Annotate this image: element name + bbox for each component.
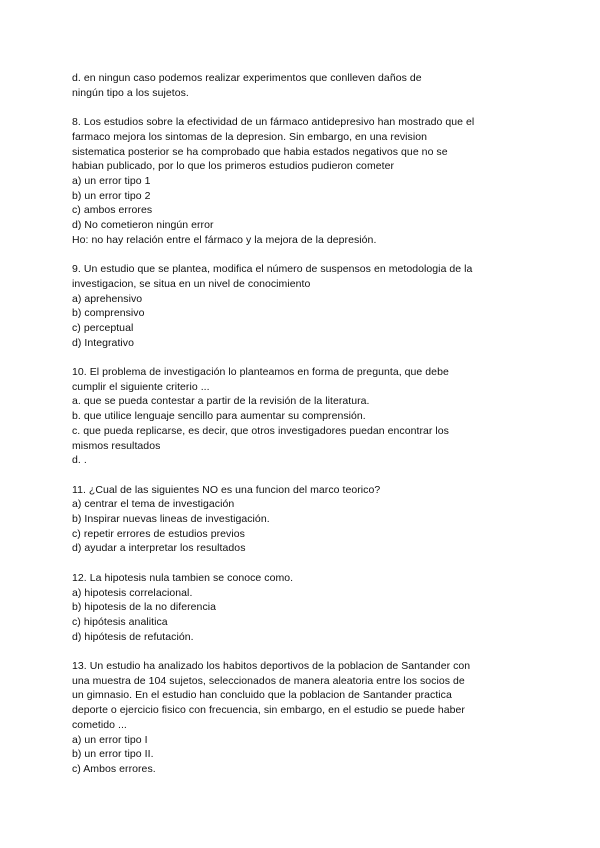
text-line: un gimnasio. En el estudio han concluido que la poblacion de Santander practica <box>72 689 452 702</box>
text-line: 9. Un estudio que se plantea, modifica el número de suspensos en metodologia de la <box>72 263 473 276</box>
text-line: c) repetir errores de estudios previos <box>72 527 245 540</box>
text-line: c) ambos errores <box>72 204 153 217</box>
text-line: d) hipótesis de refutación. <box>72 630 194 643</box>
text-line: b) comprensivo <box>72 307 145 320</box>
text-line: ningún tipo a los sujetos. <box>72 86 189 99</box>
text-line: a) un error tipo 1 <box>72 174 151 187</box>
question-block <box>72 659 540 777</box>
text-line: habian publicado, por lo que los primeros estudios pudieron cometer <box>72 160 395 173</box>
text-line: d. en ningun caso podemos realizar experimentos que conlleven daños de <box>72 72 422 84</box>
text-line: a) centrar el tema de investigación <box>72 498 235 511</box>
question-block <box>72 262 540 350</box>
text-line: a) aprehensivo <box>72 292 143 305</box>
question-block <box>72 115 540 247</box>
text-line: c) Ambos errores. <box>72 762 156 775</box>
text-line: d) No cometieron ningún error <box>72 219 214 232</box>
text-line: 10. El problema de investigación lo planteamos en forma de pregunta, que debe <box>72 366 449 379</box>
text-line: c. que pueda replicarse, es decir, que otros investigadores puedan encontrar los <box>72 424 449 437</box>
question-continuation <box>72 71 540 100</box>
text-line: c) hipótesis analitica <box>72 615 168 628</box>
question-block <box>72 571 540 645</box>
text-line: b) hipotesis de la no diferencia <box>72 601 217 614</box>
text-line: investigacion, se situa en un nivel de conocimiento <box>72 277 311 290</box>
question-block <box>72 483 540 557</box>
document-body <box>72 71 540 777</box>
text-line: b) un error tipo 2 <box>72 189 151 202</box>
text-line: a) un error tipo I <box>72 733 148 746</box>
text-line: una muestra de 104 sujetos, seleccionados de manera aleatoria entre los socios de <box>72 674 465 687</box>
text-line: 11. ¿Cual de las siguientes NO es una funcion del marco teorico? <box>72 483 381 496</box>
text-line: b) un error tipo II. <box>72 748 154 761</box>
text-line: sistematica posterior se ha comprobado que habia estados negativos que no se <box>72 145 448 158</box>
text-line: mismos resultados <box>72 439 161 452</box>
text-line: cometido ... <box>72 718 127 731</box>
text-line: c) perceptual <box>72 321 134 334</box>
text-line: d. . <box>72 454 87 467</box>
text-line: Ho: no hay relación entre el fármaco y la mejora de la depresión. <box>72 233 377 246</box>
text-line: farmaco mejora los sintomas de la depresion. Sin embargo, en una revision <box>72 130 427 143</box>
text-line: 12. La hipotesis nula tambien se conoce como. <box>72 571 294 584</box>
text-line: 8. Los estudios sobre la efectividad de un fármaco antidepresivo han mostrado que el <box>72 116 475 129</box>
text-line: b) Inspirar nuevas lineas de investigación. <box>72 513 270 526</box>
text-line: a) hipotesis correlacional. <box>72 586 193 599</box>
question-block <box>72 365 540 468</box>
text-line: a. que se pueda contestar a partir de la revisión de la literatura. <box>72 395 370 408</box>
text-line: d) Integrativo <box>72 336 134 349</box>
text-line: 13. Un estudio ha analizado los habitos deportivos de la poblacion de Santander con <box>72 660 471 673</box>
text-line: cumplir el siguiente criterio ... <box>72 380 210 393</box>
text-line: b. que utilice lenguaje sencillo para aumentar su comprensión. <box>72 410 366 423</box>
text-line: deporte o ejercicio fisico con frecuencia, sin embargo, en el estudio se puede haber <box>72 704 465 717</box>
text-line: d) ayudar a interpretar los resultados <box>72 542 246 555</box>
